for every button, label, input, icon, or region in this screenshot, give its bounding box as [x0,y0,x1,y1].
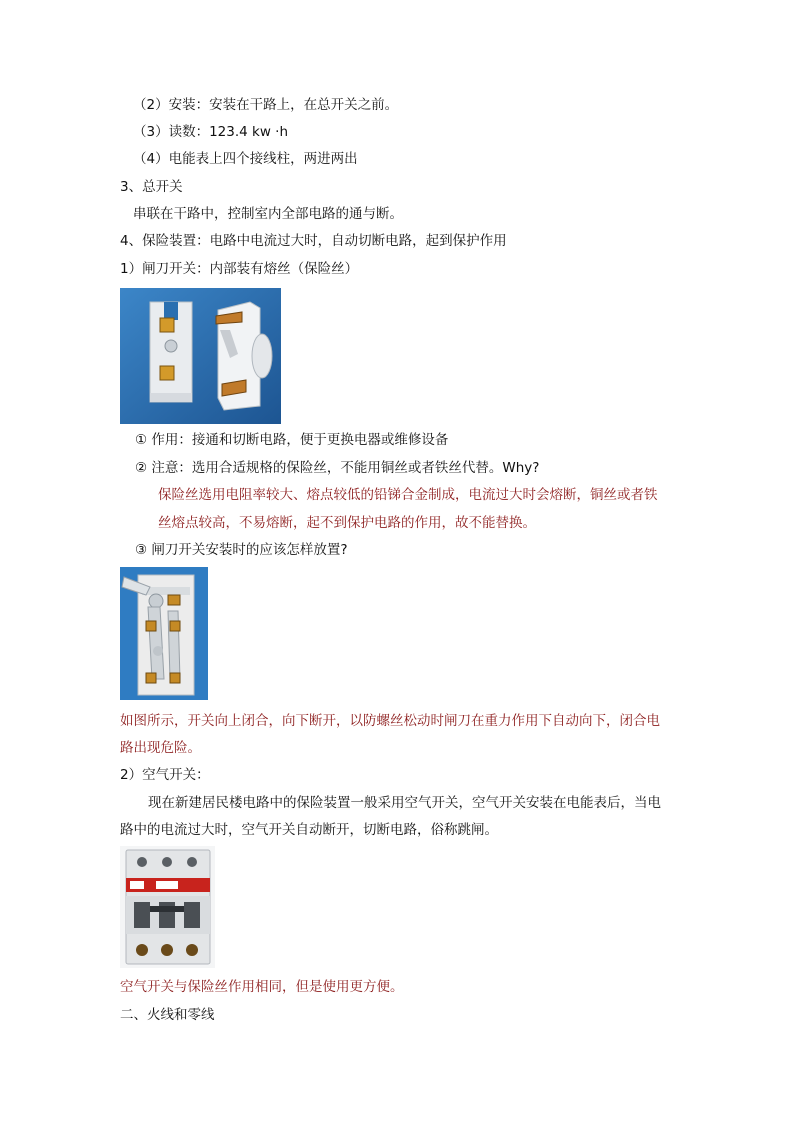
terminals-note: （4）电能表上四个接线柱，两进两出 [133,151,358,167]
main-switch-desc: 串联在干路中，控制室内全部电路的通与断。 [133,206,403,222]
air-switch-desc-line1: 现在新建居民楼电路中的保险装置一般采用空气开关，空气开关安装在电能表后，当电 [148,795,661,811]
install-note: （2）安装：安装在干路上，在总开关之前。 [133,97,399,113]
next-section-heading: 二、火线和零线 [120,1007,215,1023]
fuse-answer-line1: 保险丝选用电阻率较大、熔点较低的铅锑合金制成，电流过大时会熔断，铜丝或者铁 [158,487,658,503]
knife-item-placement: ③ 闸刀开关安装时的应该怎样放置? [135,542,348,558]
air-switch-note: 空气开关与保险丝作用相同，但是使用更方便。 [120,979,404,995]
knife-switch-photo [120,288,281,424]
air-switch-photo [120,846,215,968]
main-switch-heading: 3、总开关 [120,179,183,195]
fuse-answer-line2: 丝熔点较高，不易熔断，起不到保护电路的作用，故不能替换。 [158,515,536,531]
air-switch-heading: 2）空气开关： [120,767,210,783]
knife-switch-closed-photo [120,567,208,700]
air-switch-desc-line2: 路中的电流过大时，空气开关自动断开，切断电路，俗称跳闸。 [120,822,498,838]
knife-switch-heading: 1）闸刀开关：内部装有熔丝（保险丝） [120,261,359,277]
placement-answer-line1: 如图所示，开关向上闭合，向下断开，以防螺丝松动时闸刀在重力作用下自动向下，闭合电 [120,713,660,729]
knife-item-function: ① 作用：接通和切断电路，便于更换电器或维修设备 [135,432,449,448]
knife-item-notice: ② 注意：选用合适规格的保险丝，不能用铜丝或者铁丝代替。Why? [135,460,540,476]
protection-heading: 4、保险装置：电路中电流过大时，自动切断电路，起到保护作用 [120,233,507,249]
placement-answer-line2: 路出现危险。 [120,740,201,756]
reading-note: （3）读数：123.4 kw ·h [133,124,289,140]
